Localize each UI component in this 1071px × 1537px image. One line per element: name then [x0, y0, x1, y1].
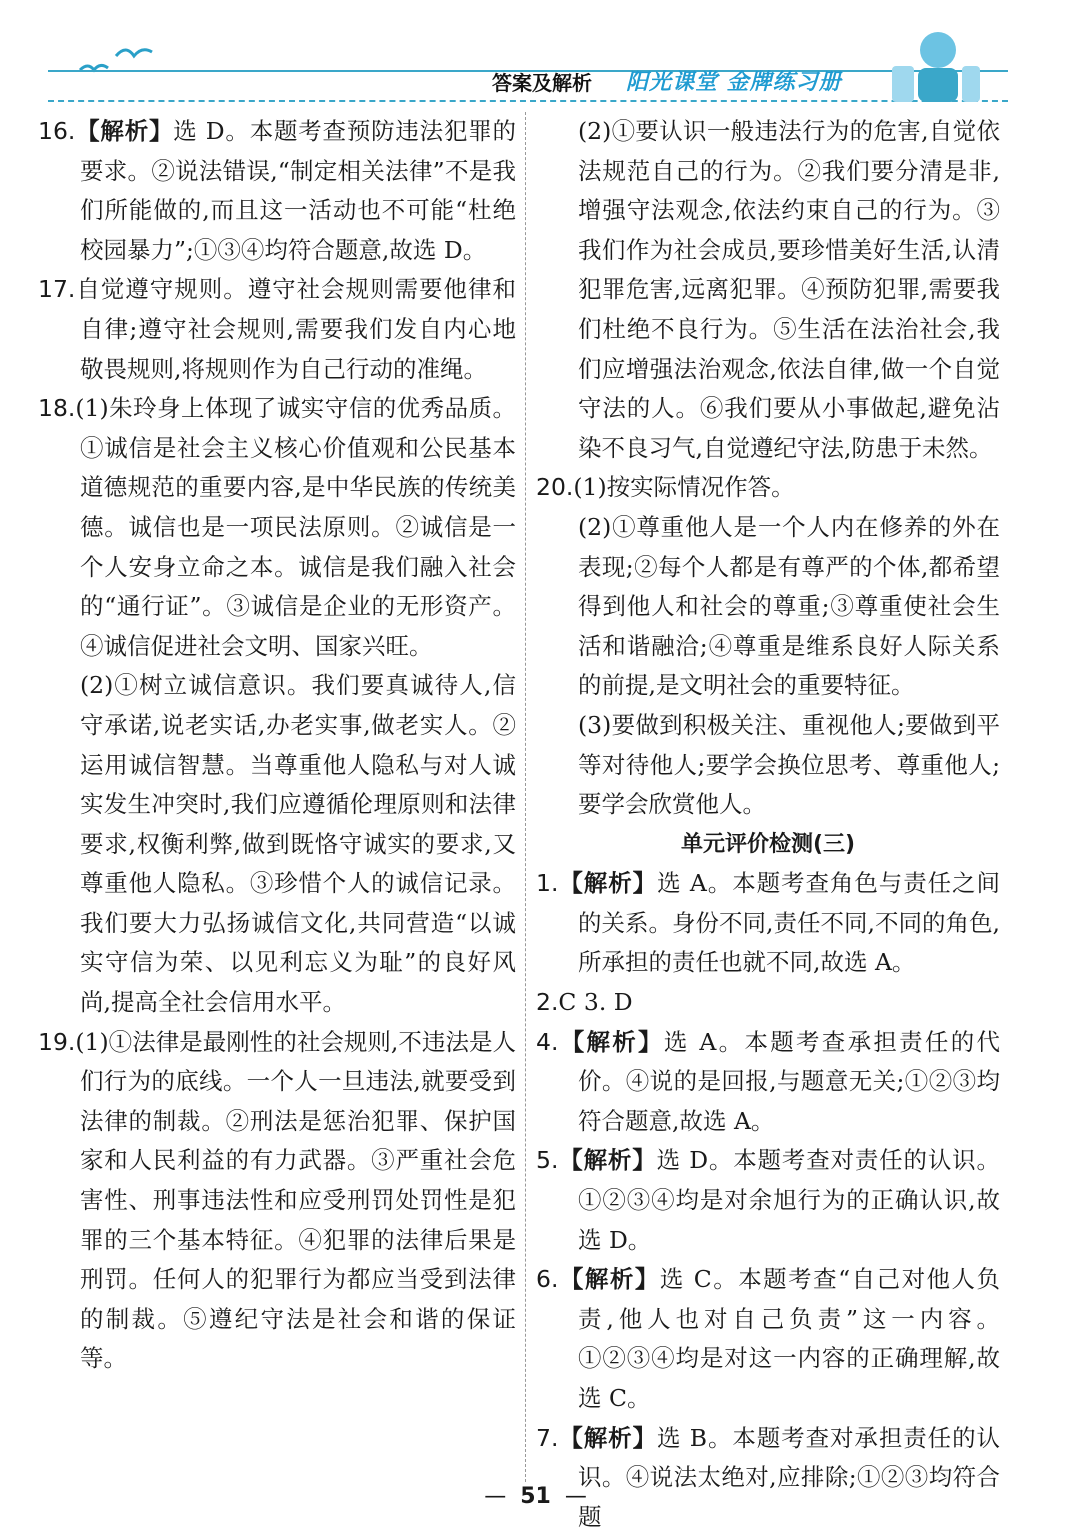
section-label: 答案及解析 — [492, 71, 592, 95]
question-number: 18. — [38, 394, 76, 423]
answer-text: 选 C。本题考查“自己对他人负责,他人也对自己负责”这一内容。①②③④均是对这一内容的正确理解,故选 C。 — [578, 1265, 1001, 1412]
question-number: 17. — [38, 275, 76, 304]
analysis-tag: 【解析】 — [558, 1027, 664, 1056]
answer-item — [536, 1419, 1000, 1537]
answer-item — [536, 983, 1000, 1023]
section-title: 单元评价检测(三) — [680, 831, 856, 857]
answer-text: 选 A。本题考查承担责任的代价。④说的是回报,与题意无关;①②③均符合题意,故选 A。 — [578, 1027, 1001, 1135]
answer-text: 选 D。本题考查对责任的认识。①②③④均是对余旭行为的正确认识,故选 D。 — [578, 1146, 1001, 1254]
answer-text: (1)朱玲身上体现了诚实守信的优秀品质。①诚信是社会主义核心价值观和公民基本道德规范的重要内容,是中华民族的传统美德。诚信也是一项民法原则。②诚信是一个人安身立命之本。诚信是我们融入社会的“通行证”。③诚信是企业的无形资产。④诚信促进社会文明、国家兴旺。 — [75, 394, 516, 660]
right-column — [536, 112, 1001, 1531]
question-number: 2. — [536, 988, 559, 1017]
analysis-tag: 【解析】 — [558, 1423, 657, 1452]
answer-item — [536, 864, 1000, 983]
page-number-value: 51 — [520, 1484, 551, 1509]
question-number: 6. — [536, 1265, 559, 1294]
answer-text: 选 D。本题考查预防违法犯罪的要求。②说法错误,“制定相关法律”不是我们所能做的,而且这一活动也不可能“杜绝校园暴力”;①③④均符合题意,故选 D。 — [80, 117, 517, 264]
analysis-tag: 【解析】 — [558, 1146, 657, 1175]
answer-item — [38, 112, 516, 270]
answer-item — [536, 1260, 1000, 1418]
answer-text: 自觉遵守规则。遵守社会规则需要他律和自律;遵守社会规则,需要我们发自内心地敬畏规则,将规则作为自己行动的准绳。 — [75, 275, 516, 383]
question-number: 16. — [38, 117, 76, 145]
answer-item — [536, 468, 1000, 508]
book-title: 阳光课堂 金牌练习册 — [626, 70, 842, 95]
answer-item — [38, 389, 516, 666]
column-divider — [525, 112, 526, 1482]
answer-text: (1)①法律是最刚性的社会规则,不违法是人们行为的底线。一个人一旦违法,就要受到法律的制裁。②刑法是惩治犯罪、保护国家和人民利益的有力武器。③严重社会危害性、刑事违法性和应受刑罚处罚性是犯罪的三个基本特征。④犯罪的法律后果是刑罚。任何人的犯罪行为都应当受到法律的制裁。⑤遵纪守法是社会和谐的保证等。 — [75, 1027, 516, 1373]
question-number: 20. — [536, 473, 574, 502]
answer-subitem: (2)①要认识一般违法行为的危害,自觉依法规范自己的行为。②我们要分清是非,增强守法观念,依法约束自己的行为。③我们作为社会成员,要珍惜美好生活,认清犯罪危害,远离犯罪。④预防犯罪,需要我们杜绝不良行为。⑤生活在法治社会,我们应增强法治观念,依法自律,做一个自觉守法的人。⑥我们要从小事做起,避免沾染不良习气,自觉遵纪守法,防患于未然。 — [578, 117, 1000, 462]
question-number: 5. — [536, 1146, 559, 1175]
analysis-tag: 【解析】 — [75, 117, 174, 145]
page-number: — 51 — — [484, 1484, 587, 1509]
analysis-tag: 【解析】 — [558, 1265, 660, 1294]
left-column — [38, 112, 516, 1482]
answer-text: (1)按实际情况作答。 — [573, 473, 795, 502]
answer-text: 选 A。本题考查角色与责任之间的关系。身份不同,责任不同,不同的角色,所承担的责任也就不同,故选 A。 — [578, 869, 1000, 977]
question-number: 19. — [38, 1027, 76, 1056]
page-header — [0, 0, 1071, 112]
answer-subitem: (3)要做到积极关注、重视他人;要做到平等对待他人;要学会换位思考、尊重他人;要学会欣赏他人。 — [578, 710, 1000, 819]
question-number: 7. — [536, 1423, 559, 1452]
answer-text: 选 B。本题考查对承担责任的认识。④说法太绝对,应排除;①②③均符合题 — [578, 1423, 1000, 1531]
answer-item — [38, 1023, 516, 1379]
answer-item — [536, 1141, 1000, 1260]
analysis-tag: 【解析】 — [558, 869, 658, 898]
question-number: 4. — [536, 1027, 559, 1056]
answer-subitem: (2)①尊重他人是一个人内在修养的外在表现;②每个人都是有尊严的个体,都希望得到他人和社会的尊重;③尊重使社会生活和谐融洽;④尊重是维系良好人际关系的前提,是文明社会的重要特征。 — [578, 512, 1000, 700]
answer-item — [38, 270, 516, 389]
student-figure-icon — [878, 26, 988, 106]
question-number: 1. — [536, 869, 559, 898]
answer-item — [536, 1023, 1000, 1142]
answer-text: C 3. D — [558, 988, 633, 1017]
answer-subitem: (2)①树立诚信意识。我们要真诚待人,信守承诺,说老实话,办老实事,做老实人。②运用诚信智慧。当尊重他人隐私与对人诚实发生冲突时,我们应遵循伦理原则和法律要求,权衡利弊,做到既恪守诚实的要求,又尊重他人隐私。③珍惜个人的诚信记录。我们要大力弘扬诚信文化,共同营造“以诚实守信为荣、以见利忘义为耻”的良好风尚,提高全社会信用水平。 — [80, 671, 516, 1017]
